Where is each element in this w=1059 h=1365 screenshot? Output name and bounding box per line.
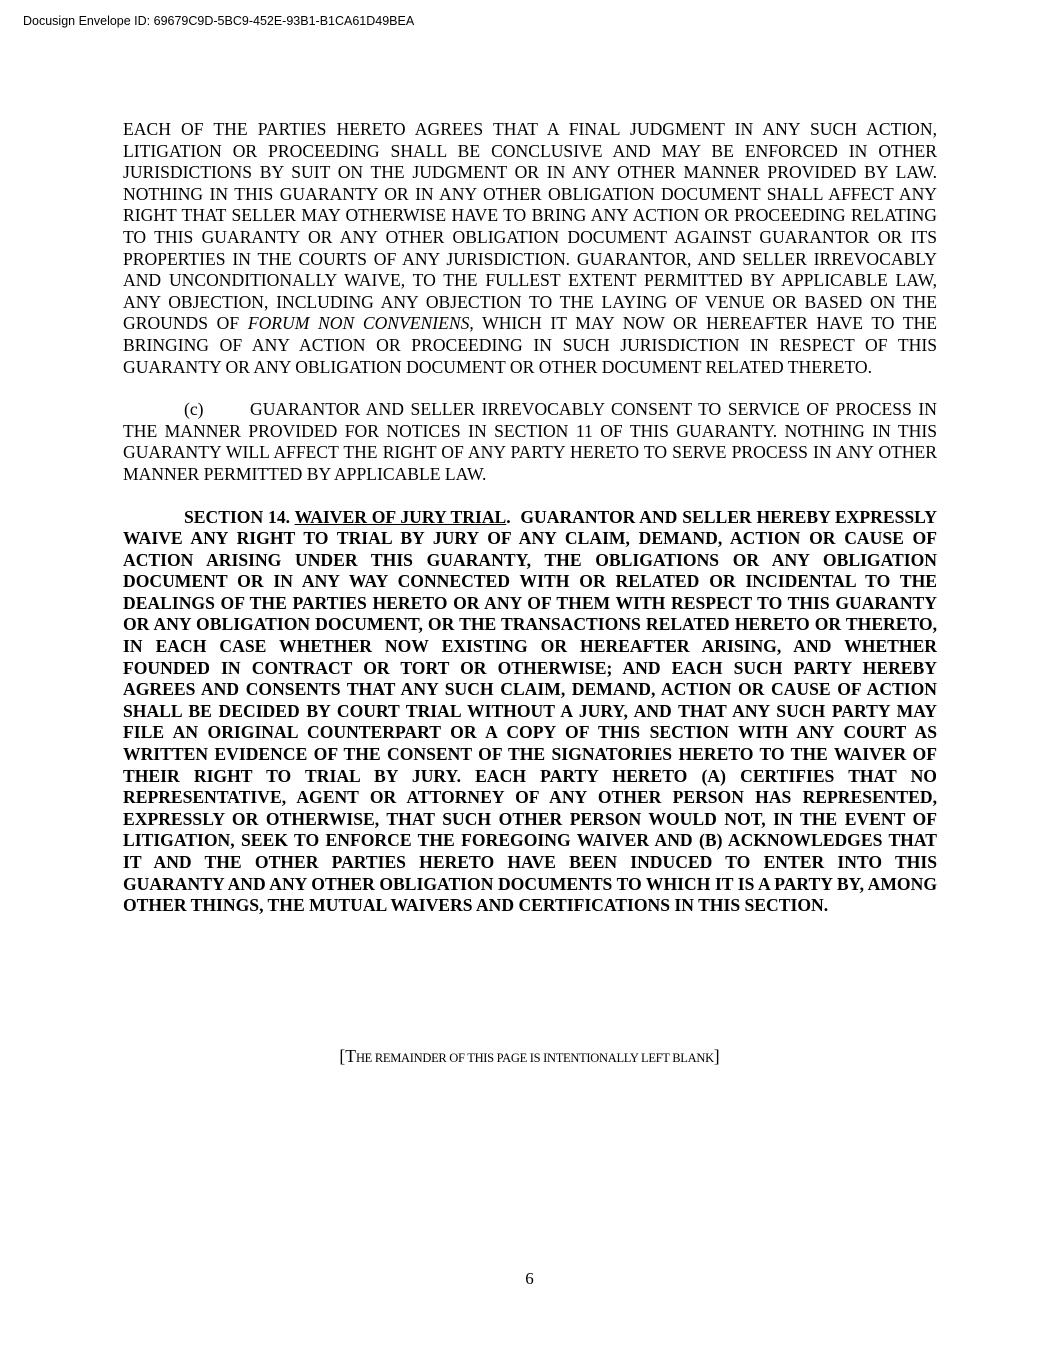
document-body: [123, 119, 937, 917]
section-label: SECTION 14.: [184, 506, 291, 527]
subsection-c: [123, 399, 937, 485]
paragraph-text-before: EACH OF THE PARTIES HERETO AGREES THAT A FINAL JUDGMENT IN ANY SUCH ACTION, LITIGATION OR PROCEEDING SHALL BE CONCLUSIVE AND MAY BE ENFORCED IN OTHER JURISDICTIONS BY SUIT ON THE JUDGMENT OR IN ANY OTHER MANNER PROVIDED BY LAW. NOTHING IN THIS GUARANTY OR IN ANY OTHER OBLIGATION DOCUMENT SHALL AFFECT ANY RIGHT THAT SELLER MAY OTHERWISE HAVE TO BRING ANY ACTION OR PROCEEDING RELATING TO THIS GUARANTY OR ANY OTHER OBLIGATION DOCUMENT AGAINST GUARANTOR OR ITS PROPERTIES IN THE COURTS OF ANY JURISDICTION. GUARANTOR, AND SELLER IRREVOCABLY AND UNCONDITIONALLY WAIVE, TO THE FULLEST EXTENT PERMITTED BY APPLICABLE LAW, ANY OBJECTION, INCLUDING ANY OBJECTION TO THE LAYING OF VENUE OR BASED ON THE GROUNDS OF: [123, 119, 937, 334]
paragraph-continuation: [123, 119, 937, 378]
section-14: [123, 507, 937, 917]
envelope-id: Docusign Envelope ID: 69679C9D-5BC9-452E-93B1-B1CA61D49BEA: [23, 14, 415, 28]
blank-note-first-letter: T: [345, 1046, 356, 1066]
intentionally-blank-note: [0, 1046, 1059, 1067]
subsection-text: GUARANTOR AND SELLER IRREVOCABLY CONSENT TO SERVICE OF PROCESS IN THE MANNER PROVIDED FOR NOTICES IN SECTION 11 OF THIS GUARANTY. NOTHING IN THIS GUARANTY WILL AFFECT THE RIGHT OF ANY PARTY HERETO TO SERVE PROCESS IN ANY OTHER MANNER PERMITTED BY APPLICABLE LAW.: [123, 399, 937, 484]
section-title: WAIVER OF JURY TRIAL: [294, 506, 507, 527]
section-title-period: .: [506, 506, 511, 527]
italic-term: FORUM NON CONVENIENS: [247, 313, 470, 334]
blank-note-open-bracket: [: [339, 1046, 346, 1066]
subsection-marker: (c): [184, 399, 204, 420]
section-text: GUARANTOR AND SELLER HEREBY EXPRESSLY WAIVE ANY RIGHT TO TRIAL BY JURY OF ANY CLAIM, DEMAND, ACTION OR CAUSE OF ACTION ARISING UNDER THIS GUARANTY, THE OBLIGATIONS OR ANY OBLIGATION DOCUMENT OR IN ANY WAY CONNECTED WITH OR RELATED OR INCIDENTAL TO THE DEALINGS OF THE PARTIES HERETO OR ANY OF THEM WITH RESPECT TO THIS GUARANTY OR ANY OBLIGATION DOCUMENT, OR THE TRANSACTIONS RELATED HERETO OR THERETO, IN EACH CASE WHETHER NOW EXISTING OR HEREAFTER ARISING, AND WHETHER FOUNDED IN CONTRACT OR TORT OR OTHERWISE; AND EACH SUCH PARTY HEREBY AGREES AND CONSENTS THAT ANY SUCH CLAIM, DEMAND, ACTION OR CAUSE OF ACTION SHALL BE DECIDED BY COURT TRIAL WITHOUT A JURY, AND THAT ANY SUCH PARTY MAY FILE AN ORIGINAL COUNTERPART OR A COPY OF THIS SECTION WITH ANY COURT AS WRITTEN EVIDENCE OF THE CONSENT OF THE SIGNATORIES HERETO TO THE WAIVER OF THEIR RIGHT TO TRIAL BY JURY. EACH PARTY HERETO (A) CERTIFIES THAT NO REPRESENTATIVE, AGENT OR ATTORNEY OF ANY OTHER PERSON HAS REPRESENTED, EXPRESSLY OR OTHERWISE, THAT SUCH OTHER PERSON WOULD NOT, IN THE EVENT OF LITIGATION, SEEK TO ENFORCE THE FOREGOING WAIVER AND (B) ACKNOWLEDGES THAT IT AND THE OTHER PARTIES HERETO HAVE BEEN INDUCED TO ENTER INTO THIS GUARANTY AND ANY OTHER OBLIGATION DOCUMENTS TO WHICH IT IS A PARTY BY, AMONG OTHER THINGS, THE MUTUAL WAIVERS AND CERTIFICATIONS IN THIS SECTION.: [123, 506, 937, 916]
blank-note-close-bracket: ]: [713, 1046, 720, 1066]
blank-note-text: HE REMAINDER OF THIS PAGE IS INTENTIONALLY LEFT BLANK: [355, 1051, 714, 1065]
paragraph-text-after: , WHICH IT MAY NOW OR HEREAFTER HAVE TO THE BRINGING OF ANY ACTION OR PROCEEDING IN SUCH JURISDICTION IN RESPECT OF THIS GUARANTY OR ANY OBLIGATION DOCUMENT OR OTHER DOCUMENT RELATED THERETO.: [123, 313, 937, 377]
page-number: 6: [525, 1269, 534, 1288]
